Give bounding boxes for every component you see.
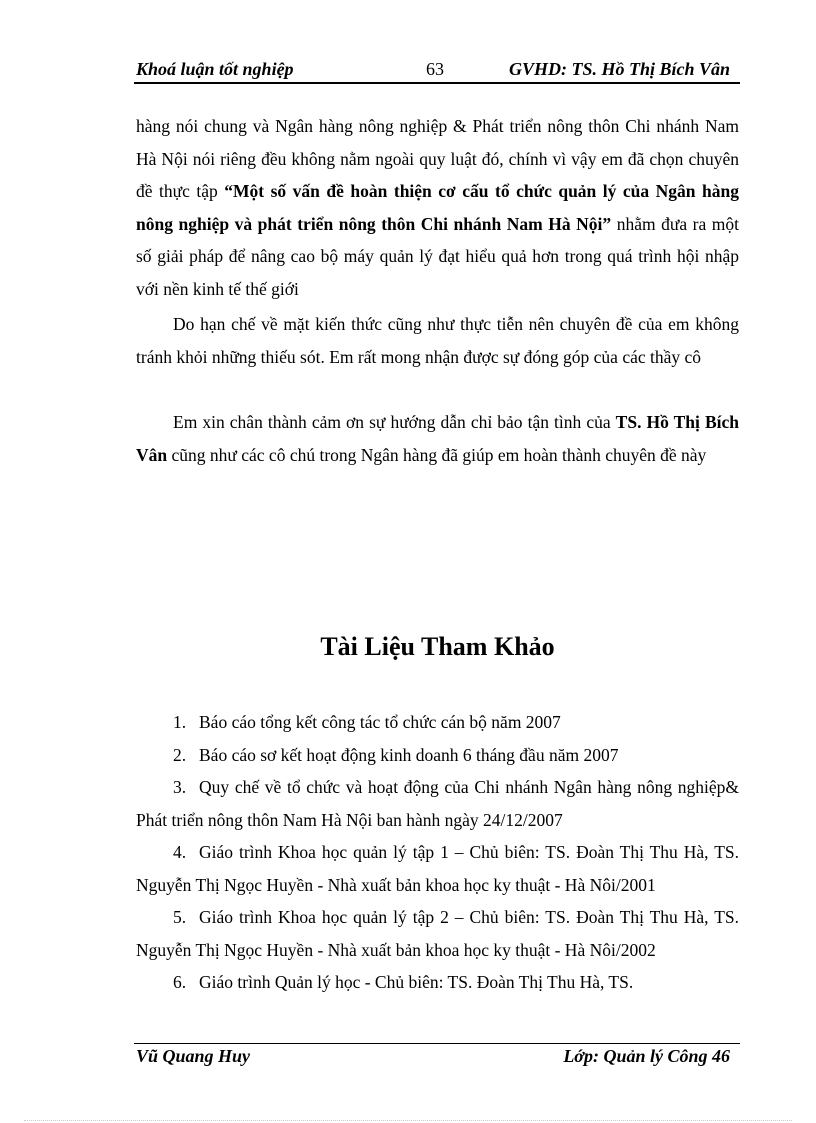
paragraph-thanks [136, 406, 739, 471]
reference-item [136, 966, 739, 999]
page-number: 63 [426, 59, 444, 79]
reference-text: Báo cáo tổng kết công tác tổ chức cán bộ năm 2007 [199, 712, 561, 732]
page-header [134, 58, 740, 84]
reference-text: Quy chế về tổ chức và hoạt động của Chi nhánh Ngân hàng nông nghiệp& Phát triển nông thôn Nam Hà Nội ban hành ngày 24/12/2007 [136, 777, 739, 830]
reference-text: Giáo trình Khoa học quản lý tập 2 – Chủ biên: TS. Đoàn Thị Thu Hà, TS. Nguyễn Thị Ngọc Huyền - Nhà xuất bản khoa học ky thuật - Hà Nôi/2002 [136, 907, 739, 960]
reference-text: Báo cáo sơ kết hoạt động kinh doanh 6 tháng đầu năm 2007 [199, 744, 619, 765]
page-edge-divider [24, 1120, 792, 1121]
reference-item [136, 836, 739, 901]
paragraph-limitations: Do hạn chế về mặt kiến thức cũng như thực tiễn nên chuyên đề của em không tránh khỏi những thiếu sót. Em rất mong nhận được sự đóng góp của các thầy cô [136, 314, 739, 367]
footer-class: Lớp: Quản lý Công 46 [563, 1046, 730, 1066]
header-thesis-label: Khoá luận tốt nghiệp [136, 59, 294, 79]
reference-item [136, 901, 739, 966]
reference-number: 5. [173, 907, 187, 927]
reference-number: 4. [173, 842, 187, 862]
paragraph-topic-purpose: nhằm đưa ra một số giải pháp để nâng cao bộ máy quản lý đạt hiểu quả hơn trong quá trình hội nhập với nền kinh tế thế giới [136, 213, 740, 299]
advisor-name: TS. Hồ Thị Bích Vân [136, 412, 739, 465]
reference-item [136, 771, 739, 836]
reference-number: 1. [173, 712, 187, 732]
page-footer [134, 1043, 740, 1068]
header-advisor: GVHD: TS. Hồ Thị Bích Vân [508, 59, 730, 79]
thanks-intro: Em xin chân thành cảm ơn sự hướng dẫn chỉ bảo tận tình của [173, 412, 616, 432]
reference-item [136, 739, 739, 772]
reference-number: 3. [173, 777, 187, 797]
thanks-rest: cũng như các cô chú trong Ngân hàng đã giúp em hoàn thành chuyên đề này [167, 444, 707, 465]
thesis-title: “Một số vấn đề hoàn thiện cơ cấu tổ chức quản lý của Ngân hàng nông nghiệp và phát triển nông thôn Chi nhánh Nam Hà Nội” [136, 181, 739, 234]
footer-author: Vũ Quang Huy [136, 1046, 251, 1066]
references-list [136, 706, 739, 999]
reference-number: 6. [173, 972, 187, 992]
references-heading: Tài Liệu Tham Khảo [320, 632, 555, 661]
paragraph-topic [136, 110, 739, 305]
reference-item [136, 706, 739, 739]
reference-number: 2. [173, 744, 187, 765]
reference-text: Giáo trình Khoa học quản lý tập 1 – Chủ biên: TS. Đoàn Thị Thu Hà, TS. Nguyễn Thị Ngọc Huyền - Nhà xuất bản khoa học ky thuật - Hà Nôi/2001 [136, 842, 739, 895]
reference-text: Giáo trình Quản lý học - Chủ biên: TS. Đoàn Thị Thu Hà, TS. [199, 972, 634, 992]
paragraph-topic-intro: hàng nói chung và Ngân hàng nông nghiệp & Phát triển nông thôn Chi nhánh Nam Hà Nội nói riêng đều không nằm ngoài quy luật đó, chính vì vậy em đã chọn chuyên đề thực tập [136, 116, 739, 201]
